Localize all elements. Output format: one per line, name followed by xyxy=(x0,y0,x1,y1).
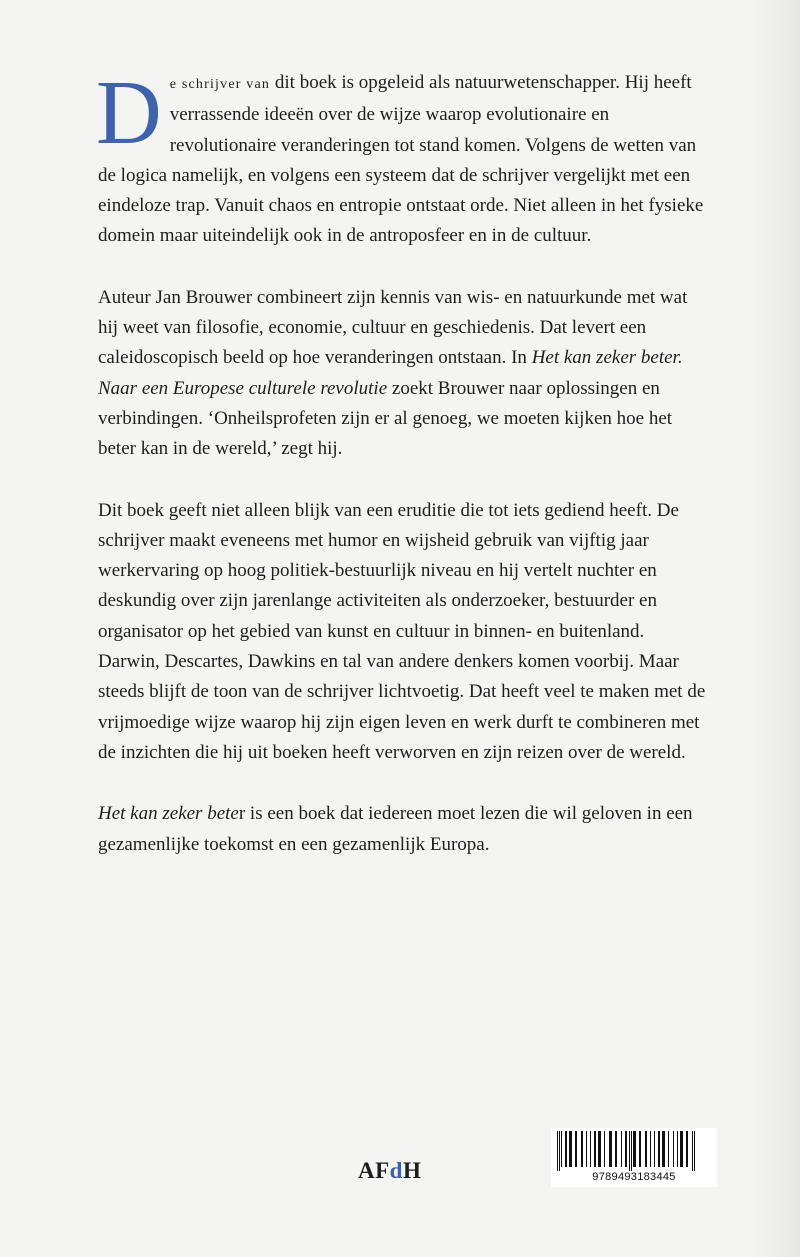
barcode-bar xyxy=(692,1131,693,1171)
logo-h: H xyxy=(402,1158,422,1183)
barcode-bar xyxy=(650,1131,651,1167)
logo-af: AF xyxy=(358,1158,390,1183)
isbn-number: 9789493183445 xyxy=(592,1171,676,1183)
barcode-bar xyxy=(639,1131,641,1167)
barcode-bar xyxy=(658,1131,660,1167)
logo-d: d xyxy=(389,1158,403,1183)
barcode-bar xyxy=(680,1131,683,1167)
barcode-bar xyxy=(662,1131,665,1167)
barcode-bar xyxy=(557,1131,558,1171)
drop-cap: D xyxy=(96,62,162,163)
barcode-bar xyxy=(559,1131,560,1171)
barcode-bar xyxy=(645,1131,647,1167)
barcode-bar xyxy=(677,1131,678,1167)
barcode-icon xyxy=(555,1131,713,1171)
barcode-bar xyxy=(654,1131,655,1167)
barcode-bar xyxy=(604,1131,605,1167)
barcode-bar xyxy=(581,1131,583,1167)
barcode-bar xyxy=(586,1131,587,1167)
barcode-bar xyxy=(598,1131,601,1167)
back-cover-text xyxy=(96,62,710,891)
barcode-bar xyxy=(590,1131,591,1167)
closing-paragraph xyxy=(98,799,710,860)
barcode-bar xyxy=(686,1131,688,1167)
intro-text: dit boek is opgeleid als natuurwetenschapper. Hij heeft verrassende ideeën over de wijze waarop evolutionaire en revolutionaire veranderingen tot stand komen. Volgens de wetten van de logica namelijk, en volgens een systeem dat de schrijver vergelijkt met een eindeloze trap. Vanuit chaos en entropie ontstaat orde. Niet alleen in het fysieke domein maar uiteindelijk ook in de antroposfeer en in de cultuur. xyxy=(98,72,704,247)
barcode-bar xyxy=(569,1131,572,1167)
author-text-before: Auteur Jan Brouwer combineert zijn kennis van wis- en natuurkunde met wat hij weet van filosofie, economie, cultuur en geschiedenis. Dat levert een caleidoscopisch beeld op hoe veranderingen ontstaan. In xyxy=(98,286,688,369)
barcode-bar xyxy=(621,1131,622,1167)
barcode-bar xyxy=(594,1131,596,1167)
barcode-bar xyxy=(629,1131,630,1171)
barcode-bar xyxy=(615,1131,617,1167)
spine-shadow xyxy=(754,0,800,1257)
barcode-bar xyxy=(565,1131,567,1167)
lead-smallcaps: e schrijver van xyxy=(169,77,271,92)
barcode-bar xyxy=(694,1131,695,1171)
author-text-after: zoekt Brouwer naar oplossingen en verbindingen. ‘Onheilsprofeten zijn er al genoeg, we moeten kijken hoe het beter kan in de wereld,’ zegt hij. xyxy=(98,377,673,460)
barcode-bar xyxy=(673,1131,674,1167)
barcode-bar xyxy=(561,1131,562,1167)
barcode-bar xyxy=(625,1131,627,1167)
barcode-bar xyxy=(633,1131,636,1167)
closing-text: r is een boek dat iedereen moet lezen die wil geloven in een gezamenlijke toekomst en een gezamenlijk Europa. xyxy=(98,803,693,855)
isbn-barcode xyxy=(551,1128,717,1187)
barcode-bar xyxy=(575,1131,577,1167)
author-paragraph xyxy=(98,283,710,465)
barcode-bar xyxy=(631,1131,632,1171)
barcode-bar xyxy=(668,1131,669,1167)
barcode-bar xyxy=(609,1131,612,1167)
erudition-paragraph: Dit boek geeft niet alleen blijk van een eruditie die tot iets gediend heeft. De schrijver maakt eveneens met humor en wijsheid gebruik van vijftig jaar werkervaring op hoog politiek-bestuurlijk niveau en hij vertelt nuchter en deskundig over zijn jarenlange activiteiten als onderzoeker, bestuurder en organisator op het gebied van kunst en cultuur in binnen- en buitenland. Darwin, Descartes, Dawkins en tal van andere denkers komen voorbij. Maar steeds blijft de toon van de schrijver lichtvoetig. Dat heeft veel te maken met de vrijmoedige wijze waarop hij zijn eigen leven en werk durft te combineren met de inzichten die hij uit boeken heeft verworven en zijn reizen over de wereld. xyxy=(98,499,706,763)
book-title-full: Het kan zeker beter. Naar een Europese culturele revolutie xyxy=(98,347,683,399)
intro-paragraph xyxy=(96,62,710,252)
publisher-logo xyxy=(358,1158,421,1184)
book-title-short: Het kan zeker bete xyxy=(98,803,239,825)
